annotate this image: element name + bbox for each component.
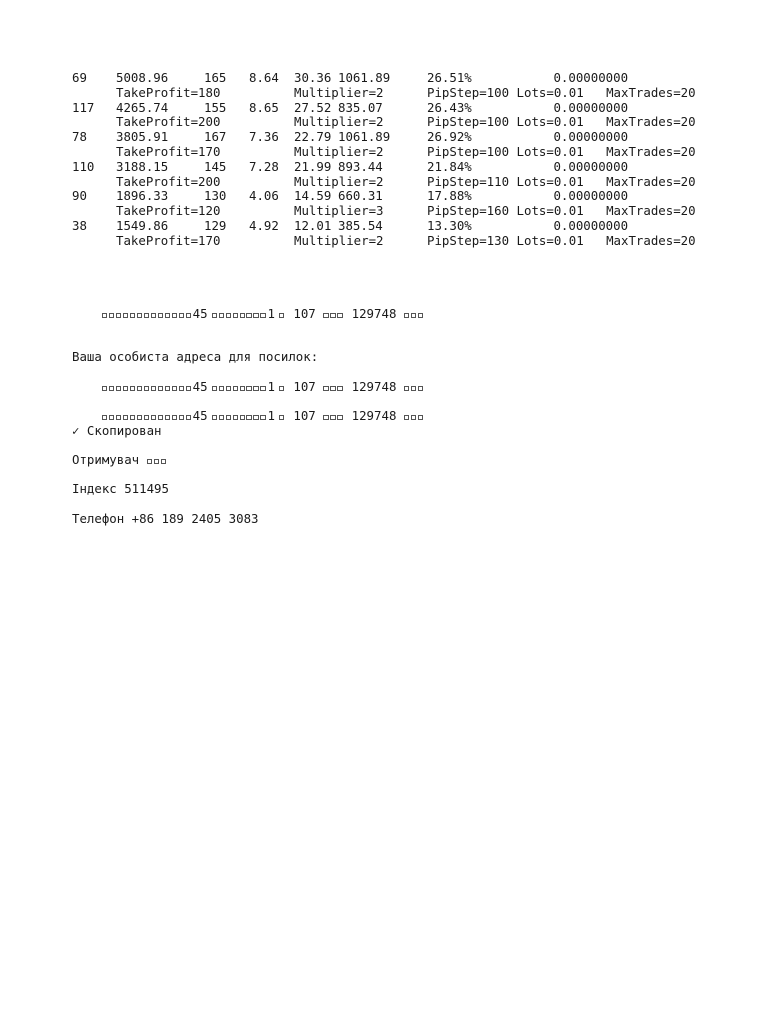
address-line-unrendered-2: 45 1 107 129748 <box>72 365 732 380</box>
expected-payoff: 21.99 <box>294 158 332 174</box>
result-row <box>72 130 696 145</box>
result-row <box>72 160 696 175</box>
param-multiplier: Multiplier=2 <box>294 173 384 189</box>
recipient-name-unrendered <box>147 452 168 467</box>
param-take-profit: TakeProfit=170 <box>116 232 221 248</box>
postal-code: Індекс 511495 <box>72 481 169 497</box>
pass-number: 69 <box>72 70 87 85</box>
trades-count: 145 <box>204 158 227 174</box>
address-heading: Ваша особиста адреса для посилок: <box>72 349 319 365</box>
trades-count: 165 <box>204 70 227 85</box>
drawdown-value: 1061.89 <box>338 70 391 85</box>
profit-value: 4265.74 <box>116 99 169 115</box>
param-max-trades: MaxTrades=20 <box>606 84 696 100</box>
other-value: 0.00000000 <box>553 70 629 85</box>
param-multiplier: Multiplier=2 <box>294 232 384 248</box>
copied-status: ✓ Скопирован <box>72 422 162 438</box>
recipient-label: Отримувач <box>72 452 140 468</box>
recipient-line <box>72 453 732 468</box>
param-pip-step: PipStep=110 <box>427 173 510 189</box>
profit-value: 1549.86 <box>116 217 169 233</box>
address-line-unrendered-3[interactable]: 45 1 107 129748 <box>72 394 732 409</box>
trades-count: 155 <box>204 99 227 115</box>
param-pip-lots <box>427 115 696 130</box>
param-pip-step: PipStep=160 <box>427 203 510 219</box>
result-params-row <box>72 175 696 190</box>
param-lots: Lots=0.01 <box>516 84 584 100</box>
param-pip-lots <box>427 175 696 190</box>
address-number-a: 45 <box>192 306 208 322</box>
document-page <box>72 71 732 526</box>
result-row <box>72 219 696 234</box>
result-params-row <box>72 234 696 249</box>
profit-factor: 4.06 <box>249 188 279 204</box>
param-max-trades: MaxTrades=20 <box>606 143 696 159</box>
param-pip-lots <box>427 86 696 101</box>
expected-payoff: 30.36 <box>294 70 332 85</box>
param-take-profit: TakeProfit=120 <box>116 203 221 219</box>
address-number-c: 107 <box>293 306 316 322</box>
other-value: 0.00000000 <box>553 217 629 233</box>
param-lots: Lots=0.01 <box>516 143 584 159</box>
other-value: 0.00000000 <box>553 188 629 204</box>
other-value: 0.00000000 <box>553 129 629 145</box>
drawdown-value: 893.44 <box>338 158 383 174</box>
param-pip-step: PipStep=100 <box>427 143 510 159</box>
drawdown-percent: 26.51% <box>427 70 472 85</box>
expected-payoff: 14.59 <box>294 188 332 204</box>
optimization-results-table <box>72 71 696 249</box>
param-max-trades: MaxTrades=20 <box>606 203 696 219</box>
pass-number: 117 <box>72 99 95 115</box>
profit-value: 1896.33 <box>116 188 169 204</box>
trades-count: 130 <box>204 188 227 204</box>
profit-factor: 7.28 <box>249 158 279 174</box>
result-row <box>72 71 696 86</box>
pass-number: 78 <box>72 129 87 145</box>
other-value: 0.00000000 <box>553 99 629 115</box>
param-take-profit: TakeProfit=170 <box>116 143 221 159</box>
param-pip-lots <box>427 234 696 249</box>
unrendered-glyphs <box>102 306 193 321</box>
param-multiplier: Multiplier=3 <box>294 203 384 219</box>
profit-value: 5008.96 <box>116 70 169 85</box>
expected-payoff: 12.01 <box>294 217 332 233</box>
drawdown-percent: 13.30% <box>427 217 472 233</box>
param-lots: Lots=0.01 <box>516 203 584 219</box>
result-params-row <box>72 86 696 101</box>
param-pip-step: PipStep=100 <box>427 114 510 130</box>
drawdown-value: 835.07 <box>338 99 383 115</box>
param-max-trades: MaxTrades=20 <box>606 114 696 130</box>
profit-value: 3188.15 <box>116 158 169 174</box>
param-pip-lots <box>427 204 696 219</box>
result-params-row <box>72 145 696 160</box>
address-number-b: 1 <box>267 306 275 322</box>
result-params-row <box>72 115 696 130</box>
address-number-d: 129748 <box>351 306 397 322</box>
drawdown-percent: 21.84% <box>427 158 472 174</box>
param-multiplier: Multiplier=2 <box>294 114 384 130</box>
result-row <box>72 189 696 204</box>
drawdown-value: 660.31 <box>338 188 383 204</box>
param-lots: Lots=0.01 <box>516 114 584 130</box>
param-pip-step: PipStep=130 <box>427 232 510 248</box>
pass-number: 38 <box>72 217 87 233</box>
param-take-profit: TakeProfit=200 <box>116 173 221 189</box>
param-max-trades: MaxTrades=20 <box>606 232 696 248</box>
drawdown-value: 385.54 <box>338 217 383 233</box>
param-lots: Lots=0.01 <box>516 232 584 248</box>
unrendered-glyphs <box>212 306 268 321</box>
param-max-trades: MaxTrades=20 <box>606 173 696 189</box>
trades-count: 129 <box>204 217 227 233</box>
profit-factor: 7.36 <box>249 129 279 145</box>
param-take-profit: TakeProfit=180 <box>116 84 221 100</box>
param-pip-step: PipStep=100 <box>427 84 510 100</box>
result-row <box>72 101 696 116</box>
pass-number: 90 <box>72 188 87 204</box>
address-line-unrendered-1 <box>72 293 732 322</box>
drawdown-percent: 26.43% <box>427 99 472 115</box>
param-multiplier: Multiplier=2 <box>294 143 384 159</box>
drawdown-percent: 17.88% <box>427 188 472 204</box>
trades-count: 167 <box>204 129 227 145</box>
phone-number[interactable]: Телефон +86 189 2405 3083 <box>72 510 259 526</box>
result-params-row <box>72 204 696 219</box>
expected-payoff: 27.52 <box>294 99 332 115</box>
profit-factor: 8.64 <box>249 70 279 85</box>
param-lots: Lots=0.01 <box>516 173 584 189</box>
param-multiplier: Multiplier=2 <box>294 84 384 100</box>
pass-number: 110 <box>72 158 95 174</box>
other-value: 0.00000000 <box>553 158 629 174</box>
param-take-profit: TakeProfit=200 <box>116 114 221 130</box>
profit-value: 3805.91 <box>116 129 169 145</box>
profit-factor: 8.65 <box>249 99 279 115</box>
param-pip-lots <box>427 145 696 160</box>
expected-payoff: 22.79 <box>294 129 332 145</box>
drawdown-value: 1061.89 <box>338 129 391 145</box>
profit-factor: 4.92 <box>249 217 279 233</box>
drawdown-percent: 26.92% <box>427 129 472 145</box>
